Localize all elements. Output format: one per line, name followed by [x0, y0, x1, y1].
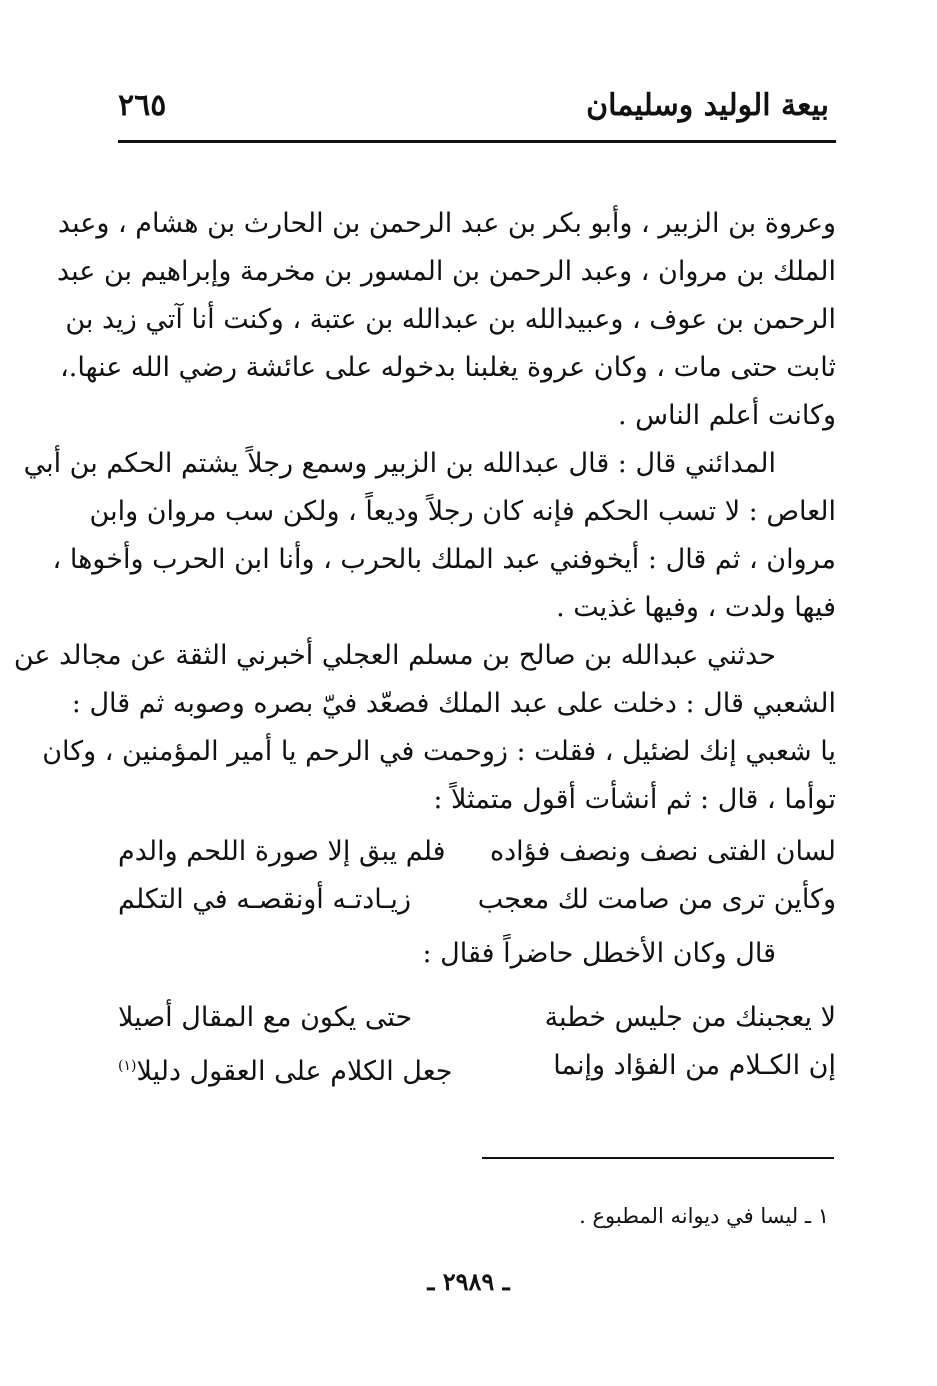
hemistich-first: لسان الفتى نصف ونصف فؤاده — [489, 836, 836, 867]
hemistich-second: فلم يبق إلا صورة اللحم والدم — [118, 836, 446, 867]
hemistich-second — [118, 1042, 452, 1096]
text-line: وكانت أعلم الناس . — [617, 400, 836, 431]
header-rule — [118, 140, 836, 143]
text-line: الشعبي قال : دخلت على عبد الملك فصعّد فيّ بصره وصوبه ثم قال : — [71, 688, 836, 719]
hemistich-first: وكأين ترى من صامت لك معجب — [477, 884, 836, 915]
verse — [118, 828, 836, 876]
text-line: العاص : لا تسب الحكم فإنه كان رجلاً وديعاً ، ولكن سب مروان وابن — [89, 496, 836, 527]
hemistich-text: جعل الكلام على العقول دليلا — [136, 1056, 453, 1087]
page-number-bottom: ـ ٢٩٨٩ ـ — [427, 1267, 510, 1296]
running-title: بيعة الوليد وسليمان — [586, 88, 829, 123]
page-number-top: ٢٦٥ — [118, 88, 167, 123]
hemistich-second: زيـادتـه أونقصـه في التكلم — [118, 884, 411, 915]
hemistich-second: حتى يكون مع المقال أصيلا — [118, 1002, 413, 1033]
verse — [118, 994, 836, 1042]
text-line: ثابت حتى مات ، وكان عروة يغلبنا بدخوله على عائشة رضي الله عنها.، — [60, 352, 836, 383]
verse — [118, 876, 836, 924]
text-line: مروان ، ثم قال : أيخوفني عبد الملك بالحرب ، وأنا ابن الحرب وأخوها ، — [52, 544, 836, 575]
body-text — [13, 200, 836, 1096]
poem-1 — [118, 828, 836, 924]
footnote: ١ ـ ليسا في ديوانه المطبوع . — [579, 1204, 829, 1228]
paragraph-1 — [56, 200, 836, 440]
attribution-line: قال وكان الأخطل حاضراً فقال : — [422, 938, 776, 969]
paragraph-2 — [23, 440, 836, 632]
footnote-mark: (١) — [118, 1058, 137, 1074]
text-line: الملك بن مروان ، وعبد الرحمن بن المسور بن مخرمة وإبراهيم بن عبد — [56, 256, 836, 287]
verse — [118, 1042, 836, 1096]
hemistich-first: إن الكـلام من الفؤاد وإنما — [553, 1050, 836, 1081]
hemistich-first: لا يعجبنك من جليس خطبة — [544, 1002, 836, 1033]
text-line: فيها ولدت ، وفيها غذيت . — [556, 592, 836, 623]
text-line: وعروة بن الزبير ، وأبو بكر بن عبد الرحمن بن الحارث بن هشام ، وعبد — [57, 208, 836, 239]
text-line: المدائني قال : قال عبدالله بن الزبير وسمع رجلاً يشتم الحكم بن أبي — [23, 448, 776, 479]
poem-2 — [118, 994, 836, 1096]
text-line: حدثني عبدالله بن صالح بن مسلم العجلي أخبرني الثقة عن مجالد عن — [13, 640, 776, 671]
text-line: يا شعبي إنك لضئيل ، فقلت : زوحمت في الرحم يا أمير المؤمنين ، وكان — [42, 736, 836, 767]
footnote-rule — [482, 1157, 834, 1159]
text-line: الرحمن بن عوف ، وعبيدالله بن عبدالله بن عتبة ، وكنت أنا آتي زيد بن — [65, 304, 836, 335]
paragraph-3 — [13, 632, 836, 824]
text-line: توأما ، قال : ثم أنشأت أقول متمثلاً : — [433, 784, 836, 815]
